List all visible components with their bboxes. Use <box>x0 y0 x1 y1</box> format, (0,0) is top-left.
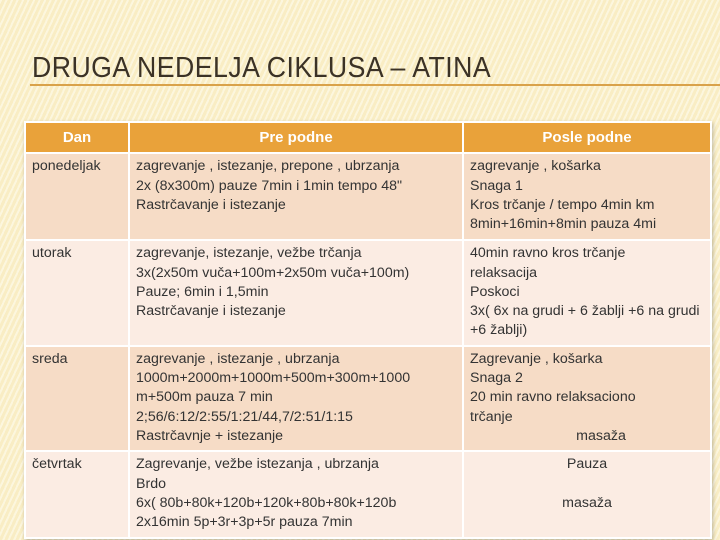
header-pre-podne: Pre podne <box>129 122 463 153</box>
day-cell: ponedeljak <box>25 153 129 240</box>
header-dan: Dan <box>25 122 129 153</box>
table-row <box>25 451 711 538</box>
morning-cell: zagrevanje , istezanje , ubrzanja 1000m+2000m+1000m+500m+300m+1000 m+500m pauza 7 min 2;56/6:12/2:55/1:21/44,7/2:51/1:15 Rastrčavnje + istezanje <box>129 346 463 451</box>
day-cell: utorak <box>25 240 129 345</box>
afternoon-text: Zagrevanje , košarka Snaga 2 20 min ravno relaksaciono trčanje <box>470 350 636 425</box>
day-cell: četvrtak <box>25 451 129 538</box>
table-header-row <box>25 122 711 153</box>
header-posle-podne: Posle podne <box>463 122 711 153</box>
schedule-table <box>24 121 712 539</box>
afternoon-extra: masaža <box>576 427 626 444</box>
table-row <box>25 346 711 451</box>
page-title: DRUGA NEDELJA CIKLUSA – ATINA <box>32 52 492 84</box>
afternoon-cell: Pauza masaža <box>463 451 711 538</box>
morning-cell: zagrevanje , istezanje, prepone , ubrzanja 2x (8x300m) pauze 7min i 1min tempo 48" Rastrčavanje i istezanje <box>129 153 463 240</box>
day-cell: sreda <box>25 346 129 451</box>
morning-cell: zagrevanje, istezanje, vežbe trčanja 3x(2x50m vuča+100m+2x50m vuča+100m) Pauze; 6min i 1,5min Rastrčavanje i istezanje <box>129 240 463 345</box>
table-row <box>25 153 711 240</box>
afternoon-cell: 40min ravno kros trčanje relaksacija Poskoci 3x( 6x na grudi + 6 žablji +6 na grudi +6 žablji) <box>463 240 711 345</box>
table-row <box>25 240 711 345</box>
afternoon-cell: zagrevanje , košarka Snaga 1 Kros trčanje / tempo 4min km 8min+16min+8min pauza 4mi <box>463 153 711 240</box>
title-underline <box>30 84 720 86</box>
morning-cell: Zagrevanje, vežbe istezanja , ubrzanja Brdo 6x( 80b+80k+120b+120k+80b+80k+120b 2x16min 5p+3r+3p+5r pauza 7min <box>129 451 463 538</box>
afternoon-cell <box>463 346 711 451</box>
